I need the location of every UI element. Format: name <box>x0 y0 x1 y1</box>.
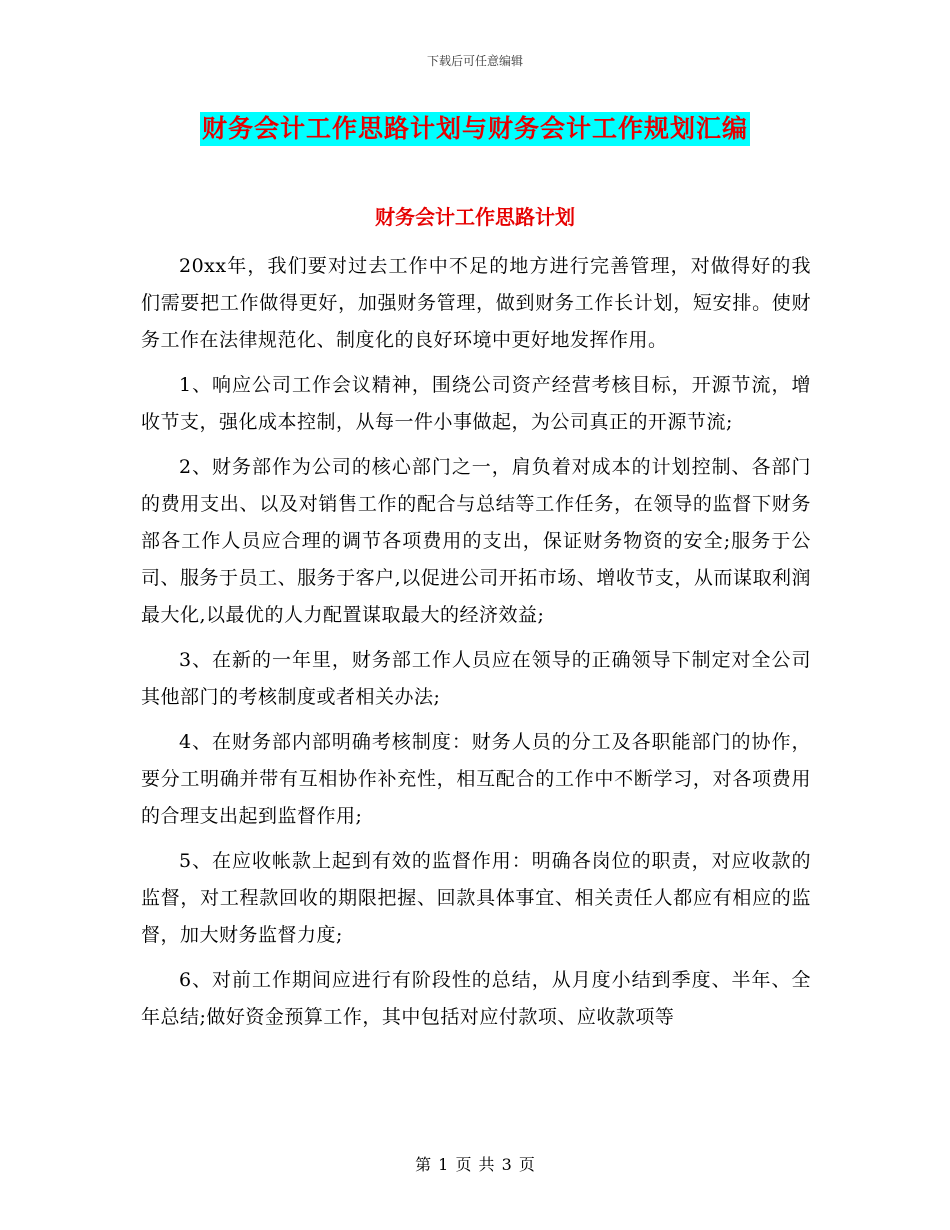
document-body <box>141 248 811 1044</box>
paragraph: 20xx年，我们要对过去工作中不足的地方进行完善管理，对做得好的我们需要把工作做得更好，加强财务管理，做到财务工作长计划，短安排。使财务工作在法律规范化、制度化的良好环境中更好地发挥作用。 <box>141 255 811 351</box>
page-number: 第 1 页 共 3 页 <box>415 1155 535 1174</box>
document-title-wrapper <box>0 112 950 146</box>
section-title: 财务会计工作思路计划 <box>375 205 575 229</box>
paragraph: 1、响应公司工作会议精神，围绕公司资产经营考核目标，开源节流，增收节支，强化成本控制，从每一件小事做起，为公司真正的开源节流; <box>141 374 811 433</box>
document-title: 财务会计工作思路计划与财务会计工作规划汇编 <box>200 112 750 146</box>
page-header-note: 下载后可任意编辑 <box>426 54 523 68</box>
paragraph: 2、财务部作为公司的核心部门之一，肩负着对成本的计划控制、各部门的费用支出、以及对销售工作的配合与总结等工作任务，在领导的监督下财务部各工作人员应合理的调节各项费用的支出，保证财务物资的安全;服务于公司、服务于员工、服务于客户,以促进公司开拓市场、增收节支，从而谋取利润最大化,以最优的人力配置谋取最大的经济效益; <box>141 456 811 626</box>
paragraph: 5、在应收帐款上起到有效的监督作用：明确各岗位的职责，对应收款的监督，对工程款回收的期限把握、回款具体事宜、相关责任人都应有相应的监督，加大财务监督力度; <box>141 850 811 946</box>
paragraph: 3、在新的一年里，财务部工作人员应在领导的正确领导下制定对全公司其他部门的考核制度或者相关办法; <box>141 649 811 708</box>
paragraph: 6、对前工作期间应进行有阶段性的总结，从月度小结到季度、半年、全年总结;做好资金预算工作，其中包括对应付款项、应收款项等 <box>141 969 811 1028</box>
paragraph: 4、在财务部内部明确考核制度：财务人员的分工及各职能部门的协作，要分工明确并带有互相协作补充性，相互配合的工作中不断学习，对各项费用的合理支出起到监督作用; <box>141 731 811 827</box>
